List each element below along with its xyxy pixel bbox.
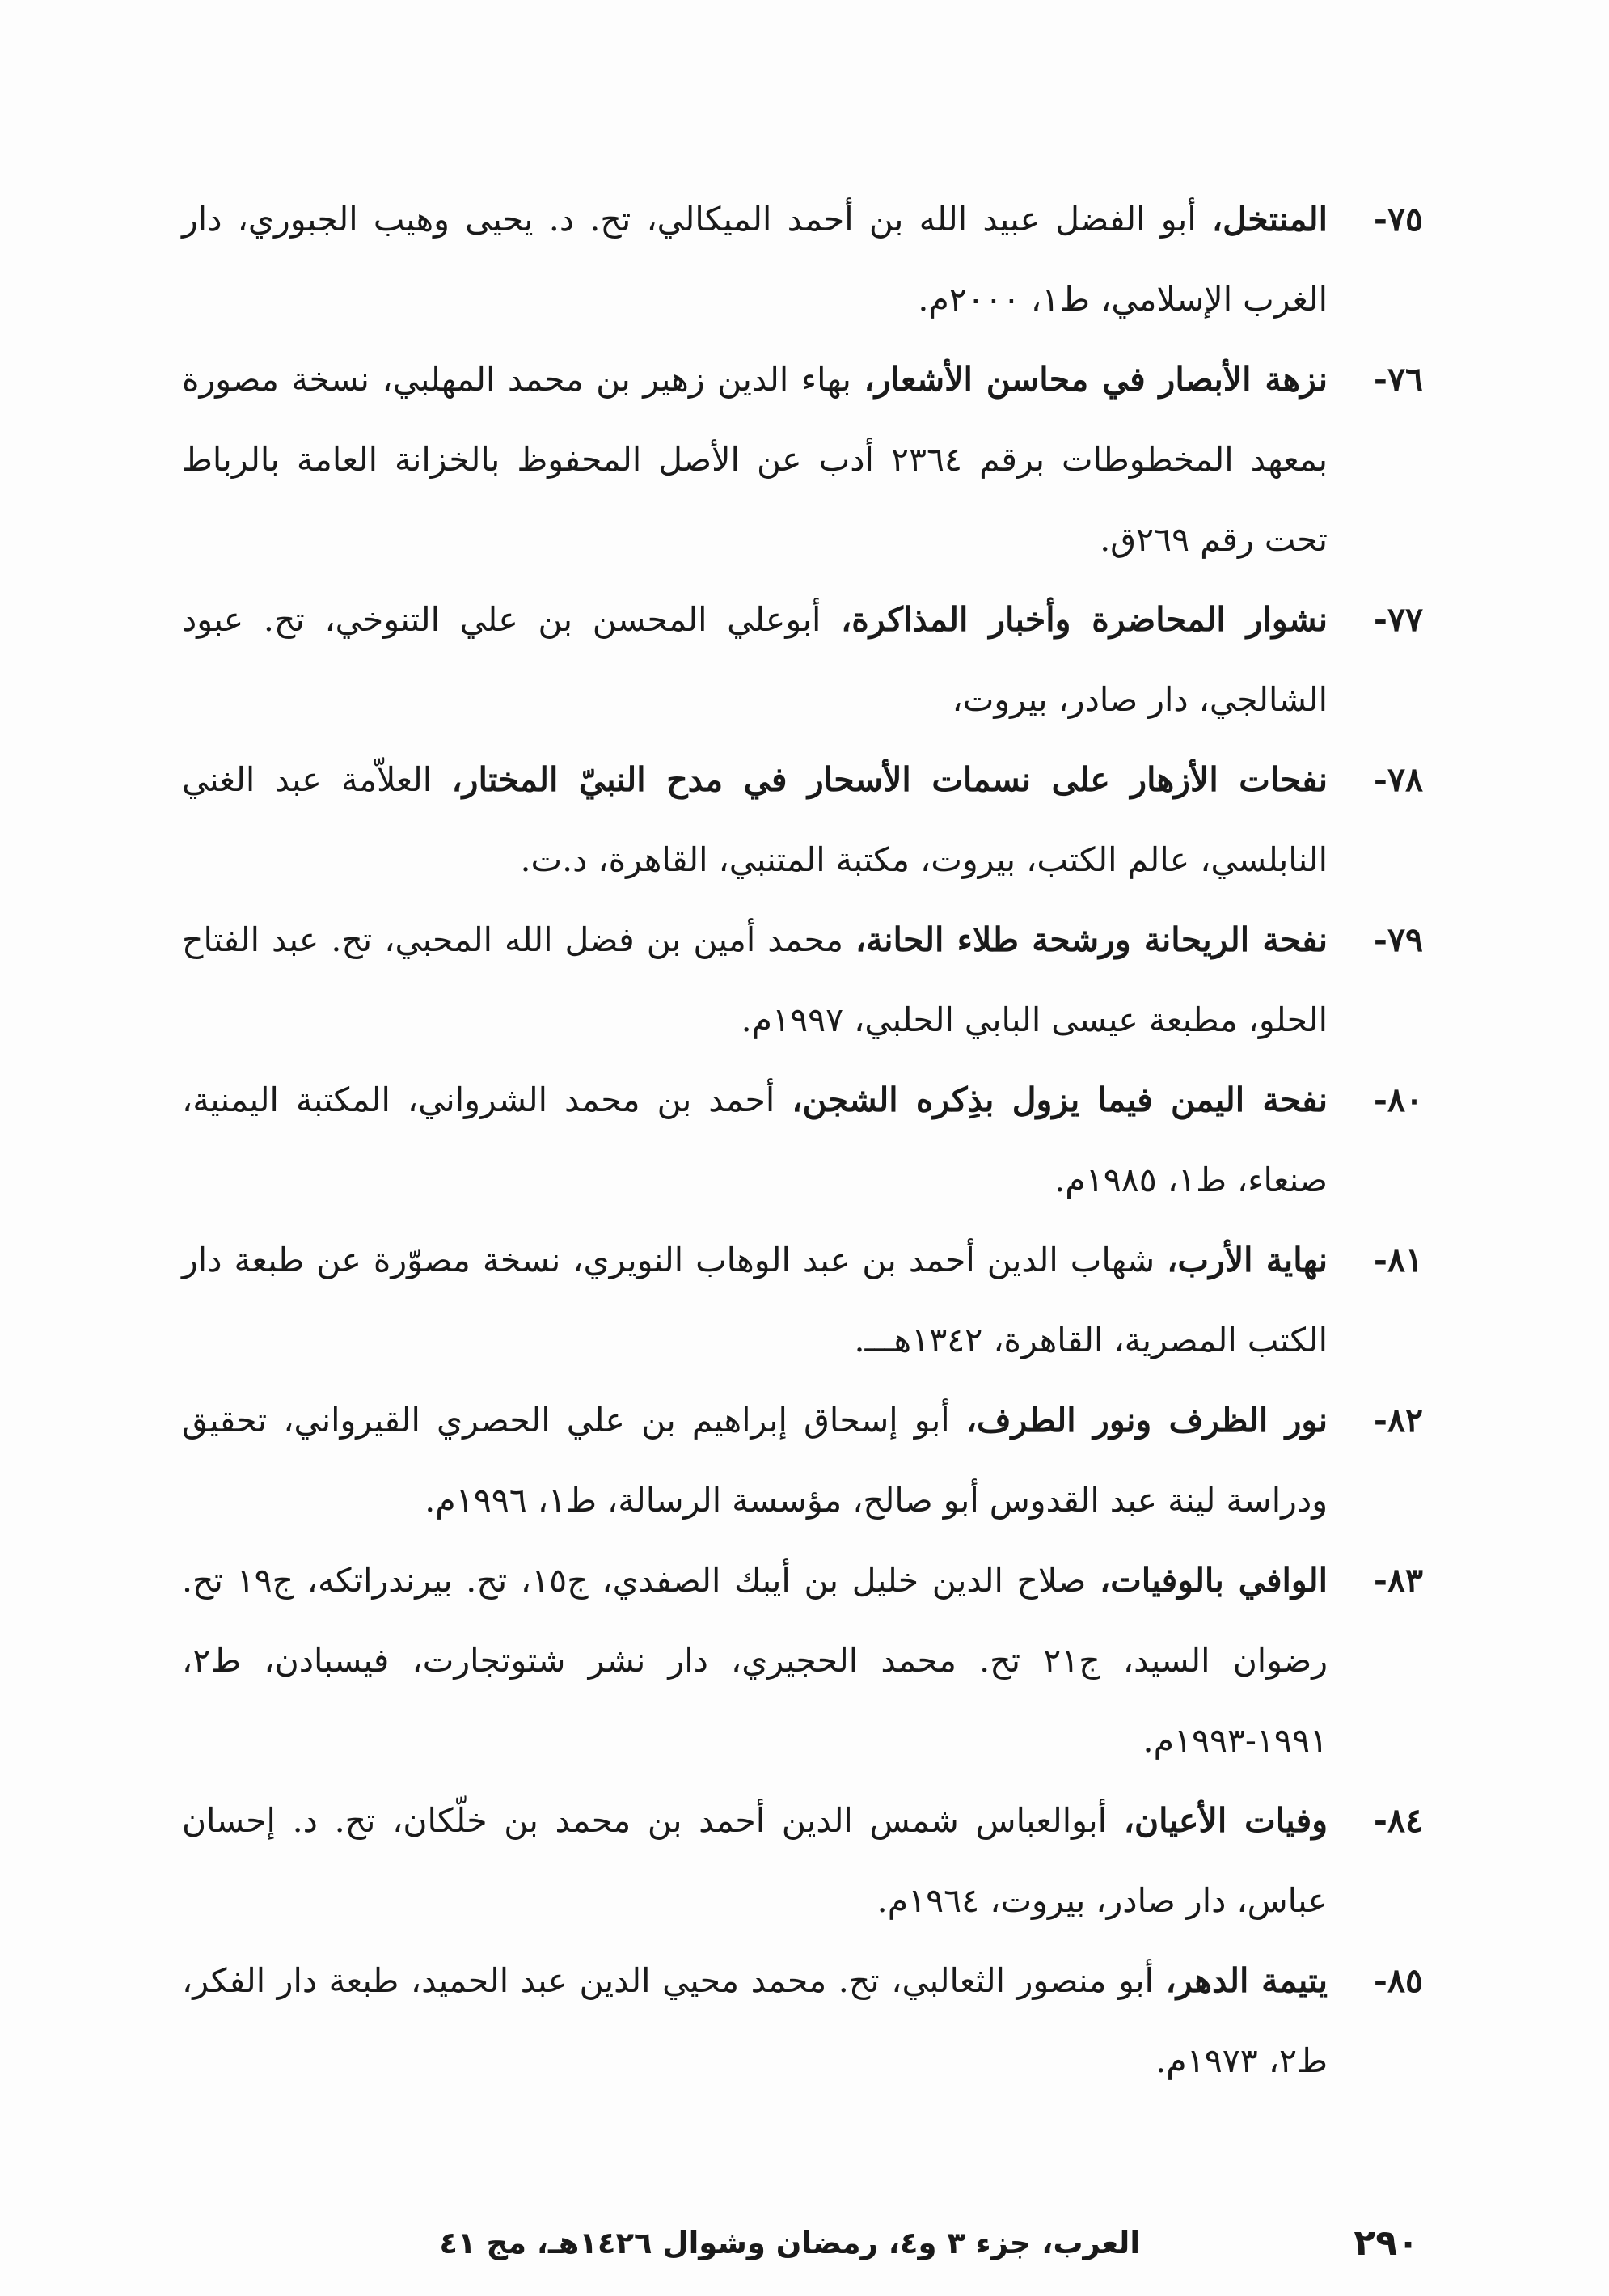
entry-title: نهاية الأرب، [1167, 1241, 1328, 1279]
entry-number: ٨٢- [1373, 1401, 1423, 1440]
entry-body: محمد أمين بن فضل الله المحبي، تح. عبد الفتاح الحلو، مطبعة عيسى البابي الحلبي، ١٩٩٧م. [182, 920, 1328, 1039]
entry-body: بهاء الدين زهير بن محمد المهلبي، نسخة مصورة بمعهد المخطوطات برقم ٢٣٦٤ أدب عن الأصل المحفوظ بالخزانة العامة بالرباط تحت رقم ٢٦٩ق. [182, 360, 1328, 559]
entry-body: أبوعلي المحسن بن علي التنوخي، تح. عبود الشالجي، دار صادر، بيروت، [182, 600, 1328, 719]
entry-title: وفيات الأعيان، [1123, 1801, 1328, 1840]
entry-number: ٨٣- [1373, 1561, 1423, 1600]
entry-body: أبو منصور الثعالبي، تح. محمد محيي الدين عبد الحميد، طبعة دار الفكر، ط٢، ١٩٧٣م. [182, 1961, 1328, 2080]
entry-number: ٧٨- [1373, 760, 1423, 799]
bibliography-entry [182, 180, 1423, 340]
entry-title: يتيمة الدهر، [1165, 1961, 1328, 2000]
entry-number: ٨٠- [1373, 1080, 1423, 1119]
entry-body: شهاب الدين أحمد بن عبد الوهاب النويري، نسخة مصوّرة عن طبعة دار الكتب المصرية، القاهرة، ١٣٤٢هـــ. [182, 1241, 1328, 1359]
entry-body: أبوالعباس شمس الدين أحمد بن محمد بن خلّكان، تح. د. إحسان عباس، دار صادر، بيروت، ١٩٦٤م. [182, 1801, 1328, 1920]
entry-title: نزهة الأبصار في محاسن الأشعار، [864, 360, 1328, 399]
entry-number: ٧٦- [1373, 360, 1423, 399]
journal-info: العرب، جزء ٣ و٤، رمضان وشوال ١٤٢٦هـ، مج ٤١ [439, 2226, 1140, 2260]
entry-number: ٨٥- [1373, 1961, 1423, 2000]
bibliography-entry [182, 740, 1423, 900]
entry-body: أبو الفضل عبيد الله بن أحمد الميكالي، تح. د. يحيى وهيب الجبوري، دار الغرب الإسلامي، ط١، ٢٠٠٠م. [182, 200, 1328, 319]
bibliography-entry [182, 1381, 1423, 1541]
bibliography-entry [182, 340, 1423, 580]
page-footer [0, 2222, 1609, 2271]
entry-body: صلاح الدين خليل بن أيبك الصفدي، ج١٥، تح. بيرندراتكه، ج١٩ تح. رضوان السيد، ج٢١ تح. محمد الحجيري، دار نشر شتوتجارت، فيسبادن، ط٢، ١٩٩١-١٩٩٣م. [182, 1561, 1328, 1760]
entry-number: ٧٧- [1373, 600, 1423, 639]
bibliography-entry [182, 1220, 1423, 1381]
entry-title: المنتخل، [1211, 200, 1328, 239]
entry-title: نفحة الريحانة ورشحة طلاء الحانة، [855, 920, 1328, 959]
entry-body: أحمد بن محمد الشرواني، المكتبة اليمنية، صنعاء، ط١، ١٩٨٥م. [182, 1080, 1328, 1199]
bibliography-list [182, 180, 1423, 2101]
entry-body: العلاّمة عبد الغني النابلسي، عالم الكتب، بيروت، مكتبة المتنبي، القاهرة، د.ت. [182, 760, 1328, 879]
entry-number: ٨١- [1373, 1241, 1423, 1279]
entry-title: نور الظرف ونور الطرف، [965, 1401, 1328, 1440]
entry-number: ٨٤- [1373, 1801, 1423, 1840]
entry-title: نفحات الأزهار على نسمات الأسحار في مدح النبيّ المختار، [451, 760, 1328, 799]
entry-title: الوافي بالوفيات، [1099, 1561, 1328, 1600]
bibliography-entry [182, 1541, 1423, 1781]
entry-body: أبو إسحاق إبراهيم بن علي الحصري القيرواني، تحقيق ودراسة لينة عبد القدوس أبو صالح، مؤسسة الرسالة، ط١، ١٩٩٦م. [182, 1401, 1328, 1520]
entry-number: ٧٩- [1373, 920, 1423, 959]
bibliography-entry [182, 580, 1423, 740]
bibliography-entry [182, 1060, 1423, 1220]
entry-number: ٧٥- [1373, 200, 1423, 239]
bibliography-entry [182, 900, 1423, 1060]
page-number: ٢٩٠ [1354, 2222, 1419, 2264]
bibliography-entry [182, 1941, 1423, 2101]
entry-title: نشوار المحاضرة وأخبار المذاكرة، [841, 600, 1328, 639]
entry-title: نفحة اليمن فيما يزول بذِكره الشجن، [792, 1080, 1328, 1119]
bibliography-entry [182, 1781, 1423, 1941]
